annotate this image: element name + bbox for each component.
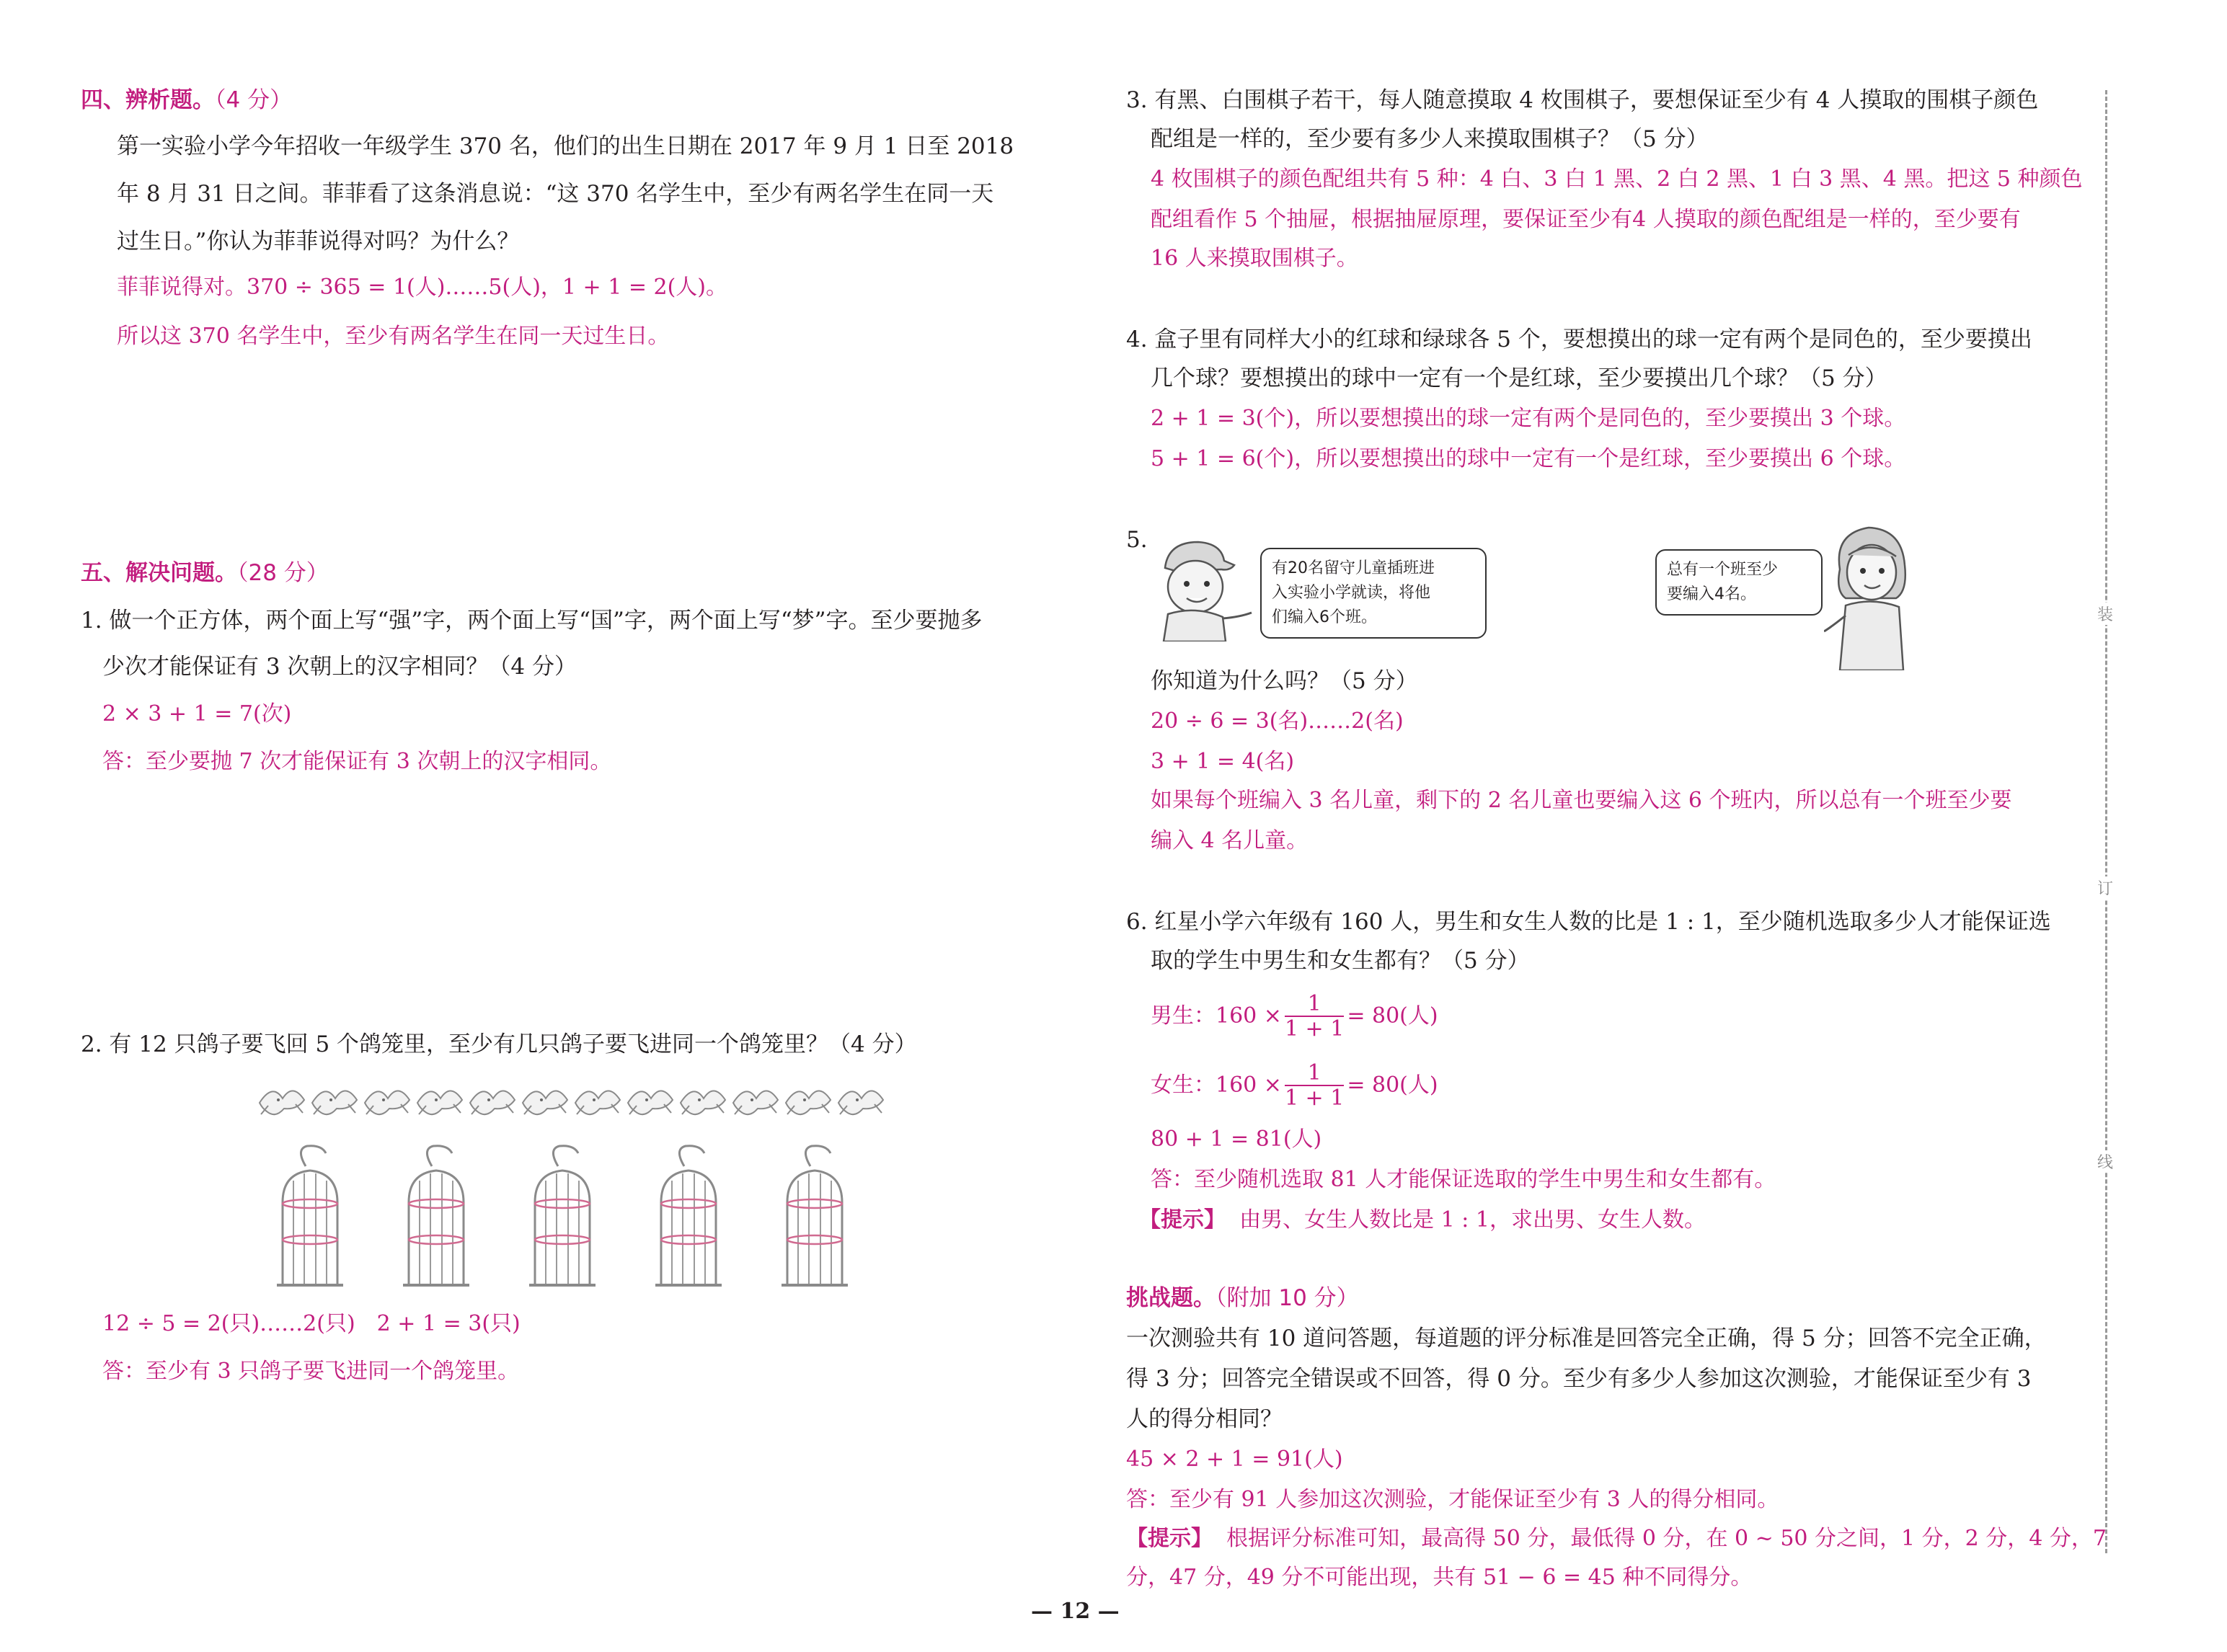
page-number: — 12 — [1031,1599,1120,1624]
q4-answer-2: 5 + 1 = 6(个)，所以要想摸出的球中一定有一个是红球，至少要摸出 6 个球。 [1151,446,1906,471]
cage-icon [782,1146,848,1285]
challenge-text-3: 人的得分相同？ [1126,1406,1283,1432]
section-5-heading [81,562,329,585]
binding-mark-3: 线 [2094,1150,2117,1173]
challenge-hint-text: 根据评分标准可知，最高得 50 分，最低得 0 分，在 0 ~ 50 分之间，1 分，2 分，4 分，7 [1226,1526,2107,1551]
q6-text-1: 6. 红星小学六年级有 160 人，男生和女生人数的比是 1 : 1，至少随机选取多少人才能保证选 [1126,909,2051,935]
q3-answer-3: 16 人来摸取围棋子。 [1151,246,1358,271]
q5-answer-1: 20 ÷ 6 = 3(名)……2(名) [1151,709,1404,734]
q6-text-2: 取的学生中男生和女生都有？（5 分） [1151,948,1530,974]
q1-answer-1: 2 × 3 + 1 = 7(次) [102,701,292,727]
cage-icon [403,1146,469,1285]
q3-text-1: 3. 有黑、白围棋子若干，每人随意摸取 4 枚围棋子，要想保证至少有 4 人摸取的围棋子颜色 [1126,87,2039,113]
boy-speech-bubble [1260,548,1487,639]
q5-text: 你知道为什么吗？（5 分） [1151,668,1418,694]
binding-mark-2: 订 [2094,876,2117,899]
fraction-denominator: 1 + 1 [1284,1085,1345,1111]
pigeon-icon [786,1091,831,1114]
challenge-heading [1126,1287,1359,1310]
pigeon-icon [260,1091,304,1114]
challenge-answer-2: 答：至少有 91 人参加这次测验，才能保证至少有 3 人的得分相同。 [1126,1487,1779,1512]
q6-boys-prefix: 男生：160 × [1151,1003,1282,1029]
q1-text-1: 1. 做一个正方体，两个面上写“强”字，两个面上写“国”字，两个面上写“梦”字。至少要抛多 [81,608,983,634]
q6-girls-fraction [1285,1061,1344,1111]
sec4-answer-1: 菲菲说得对。370 ÷ 365 = 1(人)……5(人)，1 + 1 = 2(人)。 [117,275,728,300]
section-5-points: （28 分） [237,560,329,586]
girl-illustration [1824,519,1918,670]
q6-answer-4: 答：至少随机选取 81 人才能保证选取的学生中男生和女生都有。 [1151,1167,1776,1192]
challenge-points: （附加 10 分） [1216,1285,1359,1311]
cage-icon [655,1146,722,1285]
q3-answer-1: 4 枚围棋子的颜色配组共有 5 种：4 白、3 白 1 黑、2 白 2 黑、1 白 3 黑、4 黑。把这 5 种颜色 [1151,166,2083,192]
challenge-text-1: 一次测验共有 10 道问答题，每道题的评分标准是回答完全正确，得 5 分；回答不完全正确， [1126,1325,2047,1351]
q5-number: 5. [1126,527,1148,553]
pigeon-icon [733,1091,778,1114]
q6-hint-text: 由男、女生人数比是 1 : 1，求出男、女生人数。 [1239,1207,1706,1233]
boy-speech-line-3: 们编入6个班。 [1272,608,1377,627]
pigeons-illustration [254,1078,895,1126]
girl-speech-line-1: 总有一个班至少 [1667,561,1779,579]
sec4-text-2: 年 8 月 31 日之间。菲菲看了这条消息说：“这 370 名学生中，至少有两名学生在同一天 [117,181,994,207]
pigeon-icon [417,1091,462,1114]
pigeon-icon [470,1091,515,1114]
fraction-denominator: 1 + 1 [1284,1016,1345,1042]
q1-answer-2: 答：至少要抛 7 次才能保证有 3 次朝上的汉字相同。 [102,749,612,774]
q6-hint [1139,1209,1706,1231]
q3-answer-2: 配组看作 5 个抽屉，根据抽屉原理，要保证至少有4 人摸取的颜色配组是一样的，至少要有 [1151,207,2021,232]
q3-text-2: 配组是一样的，至少要有多少人来摸取围棋子？（5 分） [1151,126,1709,152]
q4-text-2: 几个球？要想摸出的球中一定有一个是红球，至少要摸出几个球？（5 分） [1151,365,1887,391]
section-4-heading [81,89,292,112]
boy-speech-line-2: 入实验小学就读，将他 [1272,584,1431,603]
pigeon-icon [523,1091,567,1114]
challenge-title: 挑战题。 [1126,1285,1216,1311]
q6-answer-3: 80 + 1 = 81(人) [1151,1127,1322,1152]
sec4-answer-2: 所以这 370 名学生中，至少有两名学生在同一天过生日。 [117,324,670,349]
challenge-hint-2: 分，47 分，49 分不可能出现，共有 51 − 6 = 45 种不同得分。 [1126,1565,1753,1590]
challenge-hint-label: 【提示】 [1126,1526,1213,1551]
q6-girls-line [1151,1061,1438,1111]
pigeon-icon [628,1091,673,1114]
q6-boys-line [1151,992,1438,1042]
challenge-text-2: 得 3 分；回答完全错误或不回答，得 0 分。至少有多少人参加这次测验，才能保证至少有 3 [1126,1366,2032,1392]
challenge-answer-1: 45 × 2 + 1 = 91(人) [1126,1447,1343,1472]
fraction-numerator: 1 [1285,992,1344,1017]
q6-boys-result: = 80(人) [1347,1003,1438,1029]
cage-icon [277,1146,343,1285]
pigeon-icon [681,1091,725,1114]
q6-girls-prefix: 女生：160 × [1151,1072,1282,1098]
q2-answer-2: 答：至少有 3 只鸽子要飞进同一个鸽笼里。 [102,1359,520,1384]
challenge-hint [1126,1528,2107,1550]
q1-text-2: 少次才能保证有 3 次朝上的汉字相同？（4 分） [102,654,577,680]
q6-girls-result: = 80(人) [1347,1072,1438,1098]
girl-speech-line-2: 要编入4名。 [1667,585,1756,604]
q4-text-1: 4. 盒子里有同样大小的红球和绿球各 5 个，要想摸出的球一定有两个是同色的，至少要摸出 [1126,327,2032,352]
q5-answer-3: 如果每个班编入 3 名儿童，剩下的 2 名儿童也要编入这 6 个班内，所以总有一个班至少要 [1151,788,2012,813]
cage-icon [529,1146,596,1285]
boy-speech-line-1: 有20名留守儿童插班进 [1272,559,1435,577]
sec4-text-3: 过生日。”你认为菲菲说得对吗？为什么？ [117,228,520,254]
q6-boys-fraction [1285,992,1344,1042]
q2-answer-1: 12 ÷ 5 = 2(只)……2(只) 2 + 1 = 3(只) [102,1311,521,1336]
q5-answer-2: 3 + 1 = 4(名) [1151,749,1295,774]
pigeon-icon [312,1091,357,1114]
binding-mark-1: 装 [2094,603,2117,625]
section-5-title: 五、解决问题。 [81,560,237,586]
q4-answer-1: 2 + 1 = 3(个)，所以要想摸出的球一定有两个是同色的，至少要摸出 3 个球。 [1151,406,1906,431]
pigeon-icon [365,1091,409,1114]
girl-speech-bubble [1655,549,1823,616]
section-4-title: 四、辨析题。 [81,87,215,113]
q5-answer-4: 编入 4 名儿童。 [1151,828,1309,853]
fraction-numerator: 1 [1285,1061,1344,1086]
boy-illustration [1146,533,1254,641]
binding-dashed-line [2105,90,2107,1553]
q6-hint-label: 【提示】 [1139,1207,1226,1233]
section-4-points: （4 分） [215,87,293,113]
q2-text: 2. 有 12 只鸽子要飞回 5 个鸽笼里，至少有几只鸽子要飞进同一个鸽笼里？（4 分） [81,1031,917,1057]
pigeon-icon [838,1091,883,1114]
pigeon-icon [575,1091,620,1114]
sec4-text-1: 第一实验小学今年招收一年级学生 370 名，他们的出生日期在 2017 年 9 月 1 日至 2018 [117,133,1014,159]
bird-cages-illustration [274,1145,858,1289]
